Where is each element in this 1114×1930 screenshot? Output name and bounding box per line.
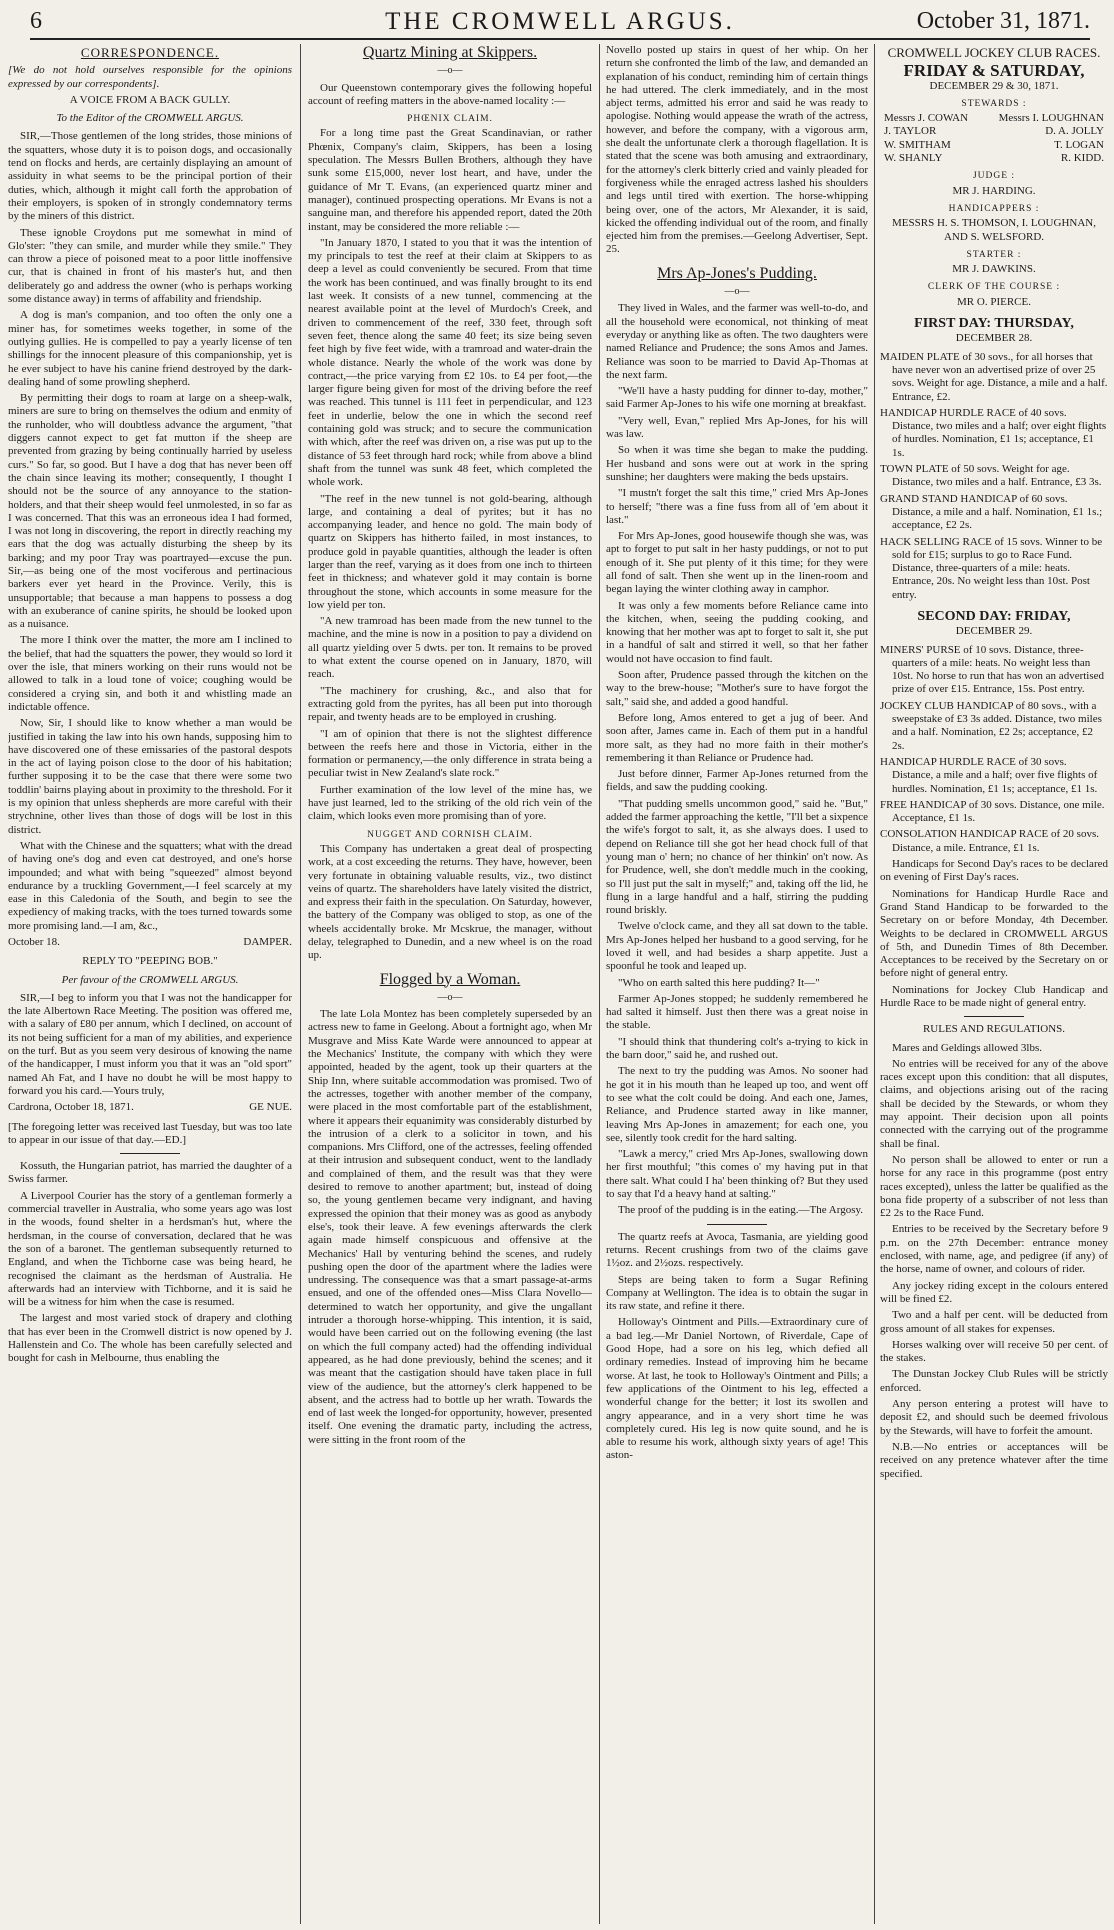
race-dates: DECEMBER 29 & 30, 1871. (929, 79, 1059, 92)
rule: Any jockey riding except in the colours entered will be fined £2. (880, 1279, 1108, 1305)
column-rule (300, 44, 301, 1924)
rules-heading: RULES AND REGULATIONS. (922, 1023, 1066, 1036)
article-paragraph: The next to try the pudding was Amos. No sooner had he got it in his mouth than he leaped up too, and went off to see what the colt could be doing. And each one, James, Reliance, and Prudence started away in like manner, leaving Mrs Ap-Jones in amazement; for each one, you see, silently took credit for the hard salting. (606, 1065, 868, 1144)
article-paragraph: Further examination of the low level of the mine has, we have just learned, led to the striking of the old rich vein of the claim, which looks even more promising than of yore. (308, 783, 592, 823)
article-paragraph: Before long, Amos entered to get a jug of beer. And soon after, James came in. Each of them put in a handful more salt, as they had no more faith in their mother's remembering it than Reliance or Prudence had. (606, 711, 868, 764)
handicappers-names: MESSRS H. S. THOMSON, I. LOUGHNAN, AND S. WELSFORD. (892, 217, 1096, 243)
masthead (30, 6, 1090, 40)
stewards-row (880, 125, 1108, 138)
article-subheading: PHŒNIX CLAIM. (407, 114, 493, 125)
race-entry: MAIDEN PLATE of 30 sovs., for all horses that have never won an advertised prize of over 25 sovs. Weight for age. Distance, a mile and a half. Entrance, £2. (880, 350, 1108, 403)
article-paragraph: Our Queenstown contemporary gives the following hopeful account of reefing matters in the above-named locality :— (308, 81, 592, 107)
article-paragraph: They lived in Wales, and the farmer was well-to-do, and all the household were economical, not thinking of meat everyday or anything like as often. The two daughters were named Reliance and Prudence; the sons Amos and James. Reliance was soon to be married to David Ap-Thomas at the next farm. (606, 302, 868, 381)
judge-name: MR J. HARDING. (952, 184, 1036, 197)
news-item: Kossuth, the Hungarian patriot, has married the daughter of a Swiss farmer. (8, 1160, 292, 1186)
steward: W. SMITHAM (884, 138, 951, 151)
separator: —o— (437, 991, 463, 1003)
article-paragraph: "The reef in the new tunnel is not gold-bearing, although large, and containing a deal of pyrites; but it has no accompanying leader, and hence no gold. The main body of quartz on Skippers has hitherto failed, in most instances, to produce gold in payable quantities, although the leader is often larger than the reef, varying as it does from one inch to thirteen feet in thickness; and whatever gold it may contain is borne throughout the stone, which accounts in some measure for the low yield per ton. (308, 492, 592, 611)
stewards-label: STEWARDS : (961, 98, 1027, 109)
issue-date: October 31, 1871. (916, 8, 1090, 34)
race-days: FRIDAY & SATURDAY, (903, 61, 1085, 81)
article-paragraph: "A new tramroad has been made from the new tunnel to the machine, and the mine is now in a position to pay a dividend on all quartz yielding over 5 dwts. per ton. It remains to be proved to what extent the course opened on in January, 1870, will reach. (308, 615, 592, 681)
letter-signature: DAMPER. (243, 936, 292, 948)
letter-addressee: Per favour of the CROMWELL ARGUS. (61, 973, 239, 986)
newspaper-title: THE CROMWELL ARGUS. (385, 8, 735, 35)
divider (120, 1153, 180, 1154)
article-paragraph: Twelve o'clock came, and they all sat down to the table. Mrs Ap-Jones helped her husband to a good serving, for he loved it well, and had besides a sharp appetite. Just a spoonful he took and leaped up. (606, 920, 868, 973)
letter-signoff (8, 1101, 292, 1114)
race-entry: GRAND STAND HANDICAP of 60 sovs. Distance, a mile and a half. Nomination, £1 1s.; acceptance, £2 2s. (880, 492, 1103, 532)
column-4 (880, 44, 1108, 1924)
steward: Messrs I. LOUGHNAN (998, 112, 1104, 125)
steward: Messrs J. COWAN (884, 112, 969, 125)
article-title: Flogged by a Woman. (379, 970, 521, 988)
article-paragraph: The late Lola Montez has been completely superseded by an actress new to fame in Geelong. About a fortnight ago, when Mr Musgrave and Miss Kate Warde were announced to appear at the Mechanics' Institute, the company with which they were appointed, headed by the agent, took up their quarters at the Ship Inn, where suitable accommodation was promised. Two of the actresses, together with another member of the company, were placed in the most comfortable part of the establishment, where it appears their equanimity was considerably disturbed by the intrusion of a clerk to a solicitor in town, and his companions. Mrs Clifford, one of the actresses, feeling offended at their intrusion and subsequent conduct, went to the landlady and complained of them, and the result was that they were desired to remove to another apartment; but, instead of doing so, the young gentlemen became very indignant, and having expressed the opinion that their money was as good as anybody else's, took their leave. A few evenings afterwards the clerk again made himself conspicuous and offensive at the Mechanics' Hall by venturing behind the scenes, and rudely pushing open the door of the apartment where the ladies were undressing. The consequence was that a smart passage-at-arms ensued, and one of the offended ones—Miss Clara Novello—determined to watch her opportunity, and give the ungallant intruder a thorough horse-whipping. This intention, it is said, would have been carried out on the following evening (the last on which the full company acted) had the offending individual appeared, as he had done previously, behind the scenes; and it was meant that the castigation should have taken place in full view of the audience, but the attorney's clerk happened to be absent, and the actress had to bottle up her wrath. Towards the end of last week the longed-for opportunity, however, presented itself. One evening the dramatic party, including the actress, were sitting in the front room of the (308, 1008, 592, 1446)
column-2 (308, 44, 592, 1924)
article-subheading: NUGGET AND CORNISH CLAIM. (367, 829, 533, 840)
article-paragraph: For a long time past the Great Scandinavian, or rather Phœnix, Company's claim, Skippers, has been a losing speculation. The Messrs Bullen Brothers, although they have sunk some £15,000, never lost heart, and have, under the guidance of Mr T. Evans, (an experienced quartz miner and manager), continued prospecting operations. Mr Evans is not a sanguine man, and therefore his appended report, dated the 20th instant, may be considered the more reliable :— (308, 127, 592, 233)
column-3 (606, 44, 868, 1924)
rule: No person shall be allowed to enter or run a horse for any race in this programme (post entry races excepted), unless the latter be qualified as the bona fide property of a subscriber of not less than £2 2s to the Race Fund. (880, 1153, 1108, 1220)
judge-label: JUDGE : (972, 171, 1016, 182)
article-paragraph: Soon after, Prudence passed through the kitchen on the way to the brew-house; "Mother's sure to have forgot the salt," said she, and added a good handful. (606, 669, 868, 708)
news-item: Holloway's Ointment and Pills.—Extraordinary cure of a bad leg.—Mr Daniel Nortown, of Riverdale, Cape of Good Hope, had a sore on his leg, which defied all ordinary remedies. Instead of improving him he became worse. At last, he took to Holloway's Ointment and Pills; a few applications of the Ointment to his leg, effected a wonderful change for the better; it lost its swollen and angry appearance, and in a very short time he was completely cured. His leg is now quite sound, and he is able to resume his work, although sixty years of age! This aston- (606, 1316, 868, 1462)
separator: —o— (437, 65, 463, 77)
letter-signature: GE NUE. (249, 1101, 292, 1114)
separator: —o— (724, 286, 750, 298)
race-entry: CONSOLATION HANDICAP RACE of 20 sovs. Distance, a mile. Entrance, £1 1s. (880, 828, 1099, 854)
article-paragraph: "I am of opinion that there is not the slightest difference between the reefs here and those in Victoria, either in the formation or permanency,—the only difference in strata being a peculiar twist in New Zealand's slate rock." (308, 727, 592, 780)
steward: R. KIDD. (1060, 152, 1104, 165)
race-entry: FREE HANDICAP of 30 sovs. Distance, one mile. Acceptance, £1 1s. (880, 798, 1105, 825)
letter-signoff (8, 936, 292, 949)
day-heading: FIRST DAY: THURSDAY, (914, 316, 1074, 332)
race-list (880, 351, 1108, 602)
steward: D. A. JOLLY (1045, 125, 1104, 138)
article-paragraph: Farmer Ap-Jones stopped; he suddenly remembered he had salted it himself. Just then there was a great noise in the stable. (606, 992, 868, 1032)
correspondence-heading: CORRESPONDENCE. (80, 45, 220, 60)
race-entry: TOWN PLATE of 50 sovs. Weight for age. Distance, two miles and a half. Entrance, £3 3s. (880, 463, 1102, 489)
disclaimer: [We do not hold ourselves responsible for the opinions expressed by our correspondents]. (8, 64, 292, 90)
news-item: A Liverpool Courier has the story of a gentleman formerly a commercial traveller in Australia, who some years ago was lost in the woods, found shelter in a herdsman's hut, where the herdsman, in the course of conversation, declared that he was the son of a baronet. The gentleman subsequently returned to England, and when the Tichborne case was being heard, he recognised the claimant as the herdsman of Australia. He afterwards had an interview with Tichborne, and it is said he will be a witness for him when the case is resumed. (8, 1189, 292, 1309)
column-rule (874, 44, 875, 1924)
race-entry: HANDICAP HURDLE RACE of 40 sovs. Distance, two miles and a half; over eight flights of hurdles. Nomination, £1 1s; acceptance, £1 1s. (880, 406, 1107, 459)
rule: N.B.—No entries or acceptances will be received on any pretence whatever after the time specified. (880, 1440, 1108, 1480)
handicappers-label: HANDICAPPERS : (948, 203, 1040, 214)
letter-place: Cardrona, October 18, 1871. (8, 1101, 134, 1114)
letter-paragraph: SIR,—Those gentlemen of the long strides, those minions of the squatters, whose duty it is to poison dogs, and occasionally tend on flocks and herds, are certainly displaying an amount of assiduity in what seems to be the principal portion of their duties, which, although it might call forth the approbation of their employers, is spoken of in strongly condemnatory terms by the miners of this district. (8, 130, 292, 223)
rule: Any person entering a protest will have to deposit £2, and should such be deemed frivolous by the Stewards, will have to forfeit the amount. (880, 1398, 1108, 1437)
stewards-row (880, 139, 1108, 152)
race-entry: JOCKEY CLUB HANDICAP of 80 sovs., with a sweepstake of £3 3s added. Distance, two miles and a half. Nomination, £2 2s; acceptance, £2 2s. (880, 699, 1102, 752)
article-paragraph: It was only a few moments before Reliance came into the kitchen, when, seeing the pudding cooking, and knowing that her mother was apt to forget to salt it, she put in a handful of salt and stirred it well, so that her father would not have occasion to find fault. (606, 599, 868, 665)
article-paragraph: "Who on earth salted this here pudding? It—" (618, 976, 820, 989)
letter-date: October 18. (8, 936, 60, 948)
letter-title: REPLY TO "PEEPING BOB." (82, 955, 218, 968)
article-title: Quartz Mining at Skippers. (362, 44, 538, 61)
letter-paragraph: SIR,—I beg to inform you that I was not the handicapper for the late Albertown Race Meeting. The position was offered me, with a salary of £80 per annum, which I declined, on account of its not being sufficient for a man of my abilities, and experience on the turf. But as you seem very desirous of knowing the name of the handicapper, I must inform you that it was an "old sport" named Ah Fat, and I have no doubt he will be most happy to forward you his card.—Yours truly, (8, 991, 292, 1097)
divider (964, 1016, 1024, 1017)
stewards-row (880, 152, 1108, 165)
article-paragraph: Just before dinner, Farmer Ap-Jones returned from the fields, and saw the pudding cooking. (606, 768, 868, 794)
letter-title: A VOICE FROM A BACK GULLY. (69, 93, 231, 106)
day-date: DECEMBER 29. (955, 625, 1033, 638)
article-paragraph: "I mustn't forget the salt this time," cried Mrs Ap-Jones to herself; "there was a fine fuss from all of 'em about it last." (606, 487, 868, 526)
rule: Horses walking over will receive 50 per cent. of the stakes. (880, 1338, 1108, 1365)
rule: Mares and Geldings allowed 3lbs. (892, 1041, 1042, 1054)
divider (707, 1224, 767, 1225)
column-rule (599, 44, 600, 1924)
notice: Nominations for Handicap Hurdle Race and Grand Stand Handicap to be forwarded to the Secretary on or before Monday, 4th December. Weights to be declared in CROMWELL ARGUS of 5th, and Dunedin Times of 8th December. Acceptances to be received by the Secretary on or before night of general entry. (880, 887, 1108, 980)
steward: W. SHANLY (884, 152, 943, 165)
article-paragraph: So when it was time she began to make the pudding. Her husband and sons were out at work in the spring sunshine; her daughters were making the beds upstairs. (606, 444, 868, 483)
article-paragraph: "In January 1870, I stated to you that it was the intention of my principals to test the reef at their claim at Skippers to as deep a level as could conveniently be secured. From that time the work has been continued, and was finally brought to its end last week. It consists of a new tunnel, commencing at the nearest available point at the level of Murdoch's Creek, and driven to commencement of the reef, 330 feet, through soft seven feet, thence along the same 40 feet; its size being seven feet high by five feet wide, with a tramroad and water-drain the whole distance. Nearly the whole of the work was done by contract,—the price varying from £2 10s. to £4 per foot,—the larger figure being given for most of the driving before the reef was reached. This tunnel is 111 feet in perpendicular, and 123 feet in underlie, below the one in which the second reef containing gold was struck; and to secure the communication with which, after the reef was driven on, a rise was put up to the distance of 53 feet through hard rock; while from above a blind shaft from the tunnel was sunk 48 feet, which completed the whole work. (308, 236, 592, 489)
race-entry: MINERS' PURSE of 10 sovs. Distance, three-quarters of a mile: heats. No weight less than 10st. No horse to run that has won an advertised prize of over £15. Entrance, 15s. Post entry. (880, 643, 1105, 696)
article-paragraph: This Company has undertaken a great deal of prospecting work, at a cost exceeding the returns. They have, however, been very fortunate in obtaining valuable results, viz., two distinct veins of quartz. The shareholders have lately visited the district, and express their faith in the speculation. On Saturday, however, the battery of the Company was obliged to stop, as one of the wheels accidentally broke. Mr Mcskrue, the manager, without delay, telegraphed to Dunedin, and a new wheel is on the road up. (308, 842, 592, 962)
article-paragraph: "The machinery for crushing, &c., and also that for extracting gold from the pyrites, has all been put into thorough repair, and twenty heads are to be employed in crushing. (308, 684, 592, 724)
rule: Entries to be received by the Secretary before 9 p.m. on the 27th December: entrance money enclosed, with name, age, and pedigree (if any) of the horse, name of owner, and colours of rider. (880, 1223, 1108, 1276)
letter-paragraph: The more I think over the matter, the more am I inclined to the belief, that had the squatters the power, they would so lord it over the isle, that miners working on their runs would not be allowed to talk in a loud tone of voice; coughing would be considered a crying sin, and both it and whistling made an indictable offence. (8, 634, 292, 713)
article-paragraph: "We'll have a hasty pudding for dinner to-day, mother," said Farmer Ap-Jones to his wife one morning at breakfast. (606, 385, 868, 411)
article-paragraph: For Mrs Ap-Jones, good housewife though she was, was apt to forget to put salt in her hasty puddings, or not to put enough of it. She put plenty of it this time; for they were all fond of salt. Then she went up in the linen-room and began laying the winter clothing away in camphor. (606, 530, 868, 596)
steward: T. LOGAN (1054, 138, 1104, 151)
article-paragraph: "Very well, Evan," replied Mrs Ap-Jones, for his will was law. (606, 414, 868, 441)
letter-paragraph: By permitting their dogs to roam at large on a sheep-walk, miners are sure to bring on themselves the odium and enmity of the runholder, who will doubtless advance the argument, "that diggers cannot expect to get fat mutton if the sheep are prevented from grazing by being continually harried by useless curs." So far, so good. But I have a dog that has never been off the chain since leaving its mother; consequently, I thought I should not be the source of any annoyance to the station-holders, and that their sheep would feel unmolested, in so far as I was concerned. That this was an erroneous idea I had formed, I was not long in discovering, the report in directly reaching my ears that the dog was actually disturbing the sheep by its barking; and my poor Tray was poartrayed—excuse the pun. Sir,—as being one of the most vociferous and pertinacious barkers ever yet heard in the Province. Verily, this is unsupportable; that because a man happens to possess a dog with an exuberance of canine spirits, he should be looked upon as a nuisance. (8, 392, 292, 631)
race-list (880, 644, 1108, 855)
article-title: Mrs Ap-Jones's Pudding. (657, 264, 817, 282)
starter-label: STARTER : (966, 249, 1022, 260)
letter-paragraph: A dog is man's companion, and too often the only one a miner has, for sometimes weeks together, in some of the outlying gullies. He is compelled to pay a yearly license of ten shillings for the innocent pleasure of this companionship, yet is he ever subject to have his canine friend destroyed by the dark-dealing hand of some prowling shepherd. (8, 309, 292, 388)
letter-paragraph: These ignoble Croydons put me somewhat in mind of Glo'ster: "they can smile, and murder while they smile." They can throw a piece of poisoned meat to a poor little inoffensive cur, that is chained in front of his master's hut, and then deliberately go and address the owner (who is perhaps working some distance away) in terms of affability and friendship. (8, 226, 292, 306)
letter-addressee: To the Editor of the CROMWELL ARGUS. (56, 112, 244, 125)
page-number: 6 (30, 8, 42, 34)
article-continuation: Novello posted up stairs in quest of her whip. On her return she confronted the limb of the law, and demanded an explanation of his conduct, reminding him of certain things he had uttered. The clerk immediately, and in the most abject terms, admitted his error and said he was ready to apologise. Nothing would appease the wrath of the actress, however, and before the company, with a vigorous arm, she dealt the unfortunate clerk a thorough flagellation. It is stated that the scene was both amusing and extraordinary, for the attorney's clerk bitterly cried and vainly pleaded for forgiveness while the enraged actress lashed his shoulders and legs until tired with exertion. The horse-whipping being over, one of the actors, Mr Alexander, it is said, kicked the offending individual out of the room, and finally ejected him from the premises.—Geelong Advertiser, Sept. 25. (606, 44, 868, 256)
steward: J. TAYLOR (884, 125, 937, 138)
starter-name: MR J. DAWKINS. (952, 263, 1036, 276)
article-paragraph: The proof of the pudding is in the eating.—The Argosy. (618, 1204, 864, 1217)
article-paragraph: "That pudding smells uncommon good," said he. "But," added the farmer approaching the kettle, "I'll bet a sixpence the wife's forgot to salt, it, as she always does. I used to depend on Reliance till she got her head chock full of that young man o' hern; no chance of her thinkin' on't now. As for Prudence, well, she don't meddle much in the cooking, so I'll just put the salt in myself;" and, taking off the lid, he flung in a large handful and a half, stirring the pudding round briskly. (606, 797, 868, 917)
news-item: The largest and most varied stock of drapery and clothing that has ever been in the Cromwell district is now opened by J. Hallenstein and Co. The whole has been carefully selected and bought for cash in Melbourne, thus enabling the (8, 1312, 292, 1365)
day-heading: SECOND DAY: FRIDAY, (917, 608, 1071, 624)
race-entry: HACK SELLING RACE of 15 sovs. Winner to be sold for £15; surplus to go to Race Fund. Distance, three-quarters of a mile: heats. Entrance, 20s. No weight less than 10st. Post entry. (880, 535, 1103, 601)
column-1 (8, 44, 292, 1924)
clerk-label: CLERK OF THE COURSE : (927, 282, 1061, 293)
rule: No entries will be received for any of the above races except upon this condition: that all disputes, claims, and objections arising out of the racing shall be decided by the Stewards, or whom they may appoint. Their decision upon all points connected with the carrying out of the programme shall be final. (880, 1057, 1108, 1150)
editor-note: [The foregoing letter was received last Tuesday, but was too late to appear in our issue of that day.—ED.] (8, 1120, 292, 1146)
article-paragraph: "I should think that thundering colt's a-trying to kick in the barn door," said he, and rushed out. (606, 1035, 868, 1062)
article-paragraph: "Lawk a mercy," cried Mrs Ap-Jones, swallowing down her first mouthful; "this comes o' my having put in that there salt. What could I ha' been thinking of? But they used to say that I'd a heavy hand at salting." (606, 1148, 868, 1201)
stewards-row (880, 112, 1108, 125)
clerk-name: MR O. PIERCE. (957, 295, 1031, 308)
rule: Two and a half per cent. will be deducted from gross amount of all stakes for expenses. (880, 1309, 1108, 1335)
club-heading: CROMWELL JOCKEY CLUB RACES. (887, 45, 1101, 60)
letter-paragraph: What with the Chinese and the squatters; what with the dread of having one's dog and even cat destroyed, and one's horse impounded; and what with being "squeezed" almost beyond endurance by a truckling Government,—I feel scarcely at my ease in this Caledonia of the South, and begin to see the expediency of making tracks, with the toes turned towards some more promising land.—I am, &c., (8, 839, 292, 932)
notice: Handicaps for Second Day's races to be declared on evening of First Day's races. (880, 858, 1108, 884)
news-item: Steps are being taken to form a Sugar Refining Company at Wellington. The idea is to obtain the sugar in its raw state, and refine it there. (606, 1273, 868, 1313)
letter-paragraph: Now, Sir, I should like to know whether a man would be justified in taking the law into his own hands, supposing him to have discovered one of these emissaries of the pastoral despots in the act of laying poison close to the door of his habitation; further supposing it to be the case that there were some two toddlin' bairns playing about in proximity to the threshold. For it is my opinion that unless shepherds are more careful with their strychnine, other lives than those of dogs will be lost in this district. (8, 717, 292, 836)
news-item: The quartz reefs at Avoca, Tasmania, are yielding good returns. Recent crushings from two of the claims gave 1½oz. and 2½ozs. respectively. (606, 1230, 868, 1270)
race-entry: HANDICAP HURDLE RACE of 30 sovs. Distance, a mile and a half; over five flights of hurdles. Nomination, £1 1s; acceptance, £1 1s. (880, 755, 1098, 795)
day-date: DECEMBER 28. (955, 332, 1033, 345)
notice: Nominations for Jockey Club Handicap and Hurdle Race to be made night of general entry. (880, 983, 1108, 1009)
rule: The Dunstan Jockey Club Rules will be strictly enforced. (880, 1368, 1108, 1394)
